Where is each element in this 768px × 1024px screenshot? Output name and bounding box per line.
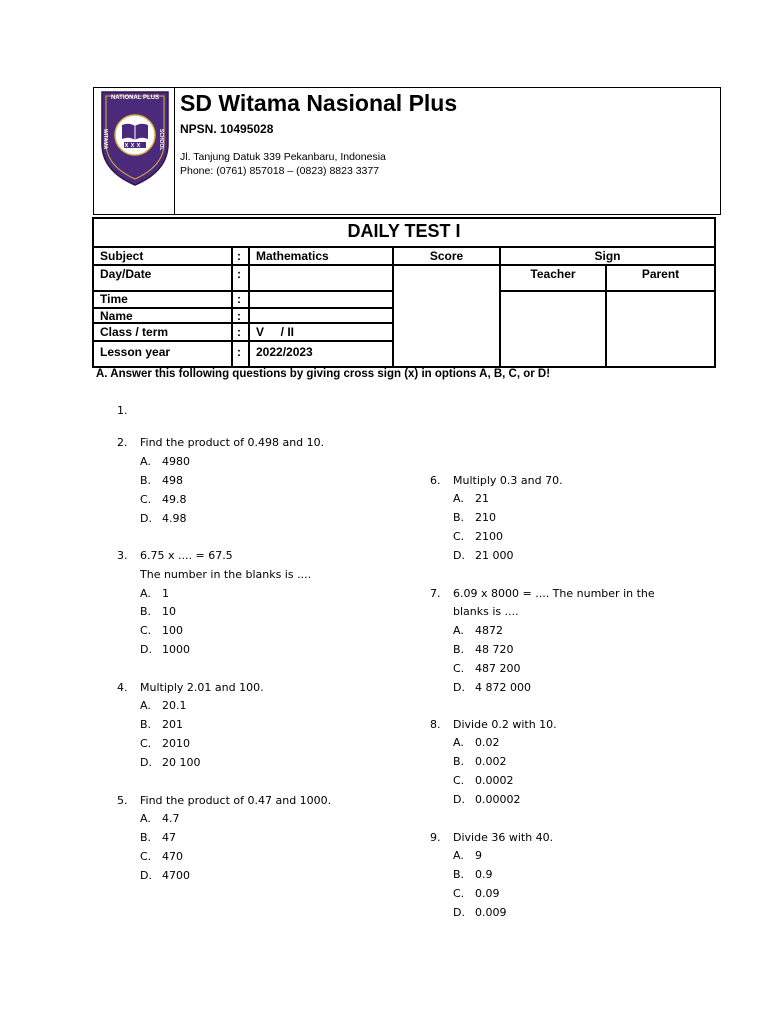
question-text-line-2: The number in the blanks is .... [140, 568, 312, 581]
school-header [93, 87, 721, 215]
instruction-text: A. Answer this following questions by giving cross sign (x) in options A, B, C, or D! [96, 368, 551, 380]
parent-header: Parent [641, 267, 680, 281]
question-number: 6. [430, 474, 441, 487]
school-address: Jl. Tanjung Datuk 339 Pekanbaru, Indonesia [180, 151, 386, 163]
question-text: Find the product of 0.498 and 10. [140, 436, 325, 449]
label-name: Name [100, 309, 133, 323]
question-text: 6.75 x .... = 67.5 [140, 549, 233, 562]
logo-side-right-text: SCHOOL [158, 129, 164, 151]
colon: : [237, 292, 241, 306]
question-number: 2. [117, 436, 128, 449]
question-number: 8. [430, 718, 441, 731]
colon: : [237, 249, 241, 263]
label-class-term: Class / term [100, 325, 169, 339]
school-logo-icon [99, 89, 171, 187]
logo-cell [94, 88, 175, 214]
value-subject: Mathematics [256, 249, 329, 263]
question-text: Divide 0.2 with 10. [453, 718, 557, 731]
question-number: 7. [430, 587, 441, 600]
colon: : [237, 267, 241, 281]
question-text: Divide 36 with 40. [453, 831, 554, 844]
score-header: Score [429, 249, 464, 263]
school-npsn: NPSN. 10495028 [180, 122, 274, 136]
colon: : [237, 345, 241, 359]
question-text: 6.09 x 8000 = .... The number in the [453, 587, 655, 600]
test-title: DAILY TEST I [347, 221, 461, 241]
colon: : [237, 309, 241, 323]
question-number: 4. [117, 681, 128, 694]
question-text-line-2: blanks is .... [453, 605, 519, 618]
logo-top-text: NATIONAL PLUS [110, 95, 160, 101]
label-day-date: Day/Date [100, 267, 152, 281]
label-time: Time [100, 292, 128, 306]
test-info-table [92, 217, 716, 368]
teacher-header: Teacher [530, 267, 576, 281]
value-lesson-year: 2022/2023 [256, 345, 313, 359]
question-text: Multiply 0.3 and 70. [453, 474, 563, 487]
question-number: 9. [430, 831, 441, 844]
school-phone: Phone: (0761) 857018 – (0823) 8823 3377 [180, 165, 380, 177]
label-lesson-year: Lesson year [100, 345, 171, 359]
question-number: 5. [117, 794, 128, 807]
question-text: Multiply 2.01 and 100. [140, 681, 264, 694]
question-number: 1. [117, 404, 128, 417]
school-name: SD Witama Nasional Plus [180, 90, 458, 116]
label-subject: Subject [100, 249, 144, 263]
logo-side-left-text: WITAMA [102, 129, 108, 150]
value-class-term: V / II [256, 325, 295, 339]
question-number: 3. [117, 549, 128, 562]
sign-header: Sign [594, 249, 621, 263]
colon: : [237, 325, 241, 339]
question-text: Find the product of 0.47 and 1000. [140, 794, 332, 807]
